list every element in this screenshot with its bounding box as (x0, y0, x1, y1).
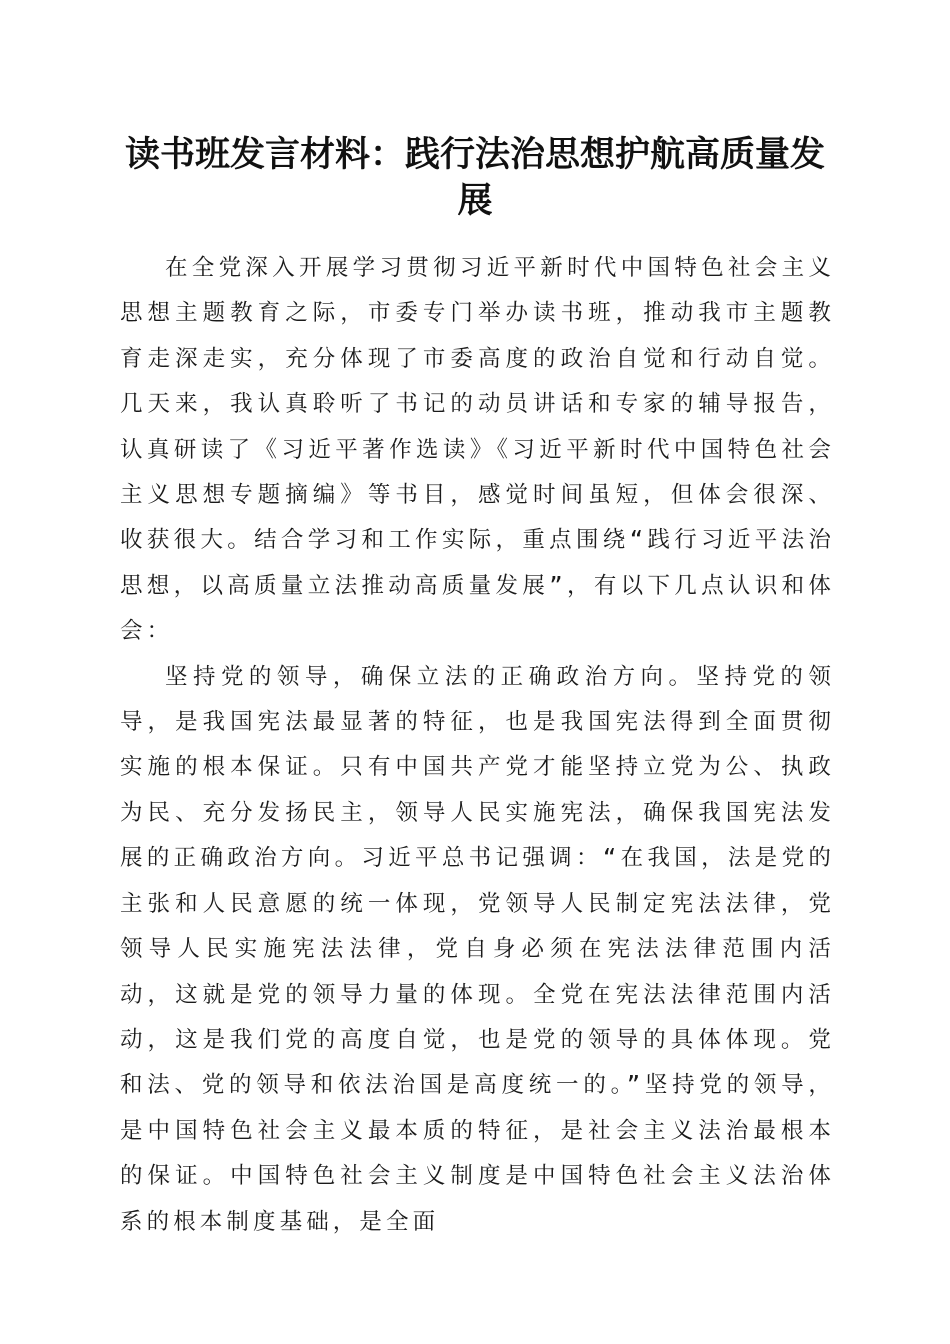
document-body (120, 246, 835, 1245)
paragraph-intro: 在全党深入开展学习贯彻习近平新时代中国特色社会主义思想主题教育之际，市委专门举办读书班，推动我市主题教育走深走实，充分体现了市委高度的政治自觉和行动自觉。几天来，我认真聆听了书记的动员讲话和专家的辅导报告，认真研读了《习近平著作选读》《习近平新时代中国特色社会主义思想专题摘编》等书目，感觉时间虽短，但体会很深、收获很大。结合学习和工作实际，重点围绕“践行习近平法治思想，以高质量立法推动高质量发展”，有以下几点认识和体会： (120, 255, 835, 645)
title-line-1: 读书班发言材料：践行法治思想护航高质量发 (124, 134, 825, 175)
title-line-2: 展 (457, 180, 493, 221)
document-title (110, 132, 840, 224)
paragraph-party-leadership: 坚持党的领导，确保立法的正确政治方向。坚持党的领导，是我国宪法最显著的特征，也是我国宪法得到全面贯彻实施的根本保证。只有中国共产党才能坚持立党为公、执政为民、充分发扬民主，领导人民实施宪法，确保我国宪法发展的正确政治方向。习近平总书记强调：“在我国，法是党的主张和人民意愿的统一体现，党领导人民制定宪法法律，党领导人民实施宪法法律，党自身必须在宪法法律范围内活动，这就是党的领导力量的体现。全党在宪法法律范围内活动，这是我们党的高度自觉，也是党的领导的具体体现。党和法、党的领导和依法治国是高度统一的。”坚持党的领导，是中国特色社会主义最本质的特征，是社会主义法治最根本的保证。中国特色社会主义制度是中国特色社会主义法治体系的根本制度基础，是全面 (120, 663, 835, 1235)
